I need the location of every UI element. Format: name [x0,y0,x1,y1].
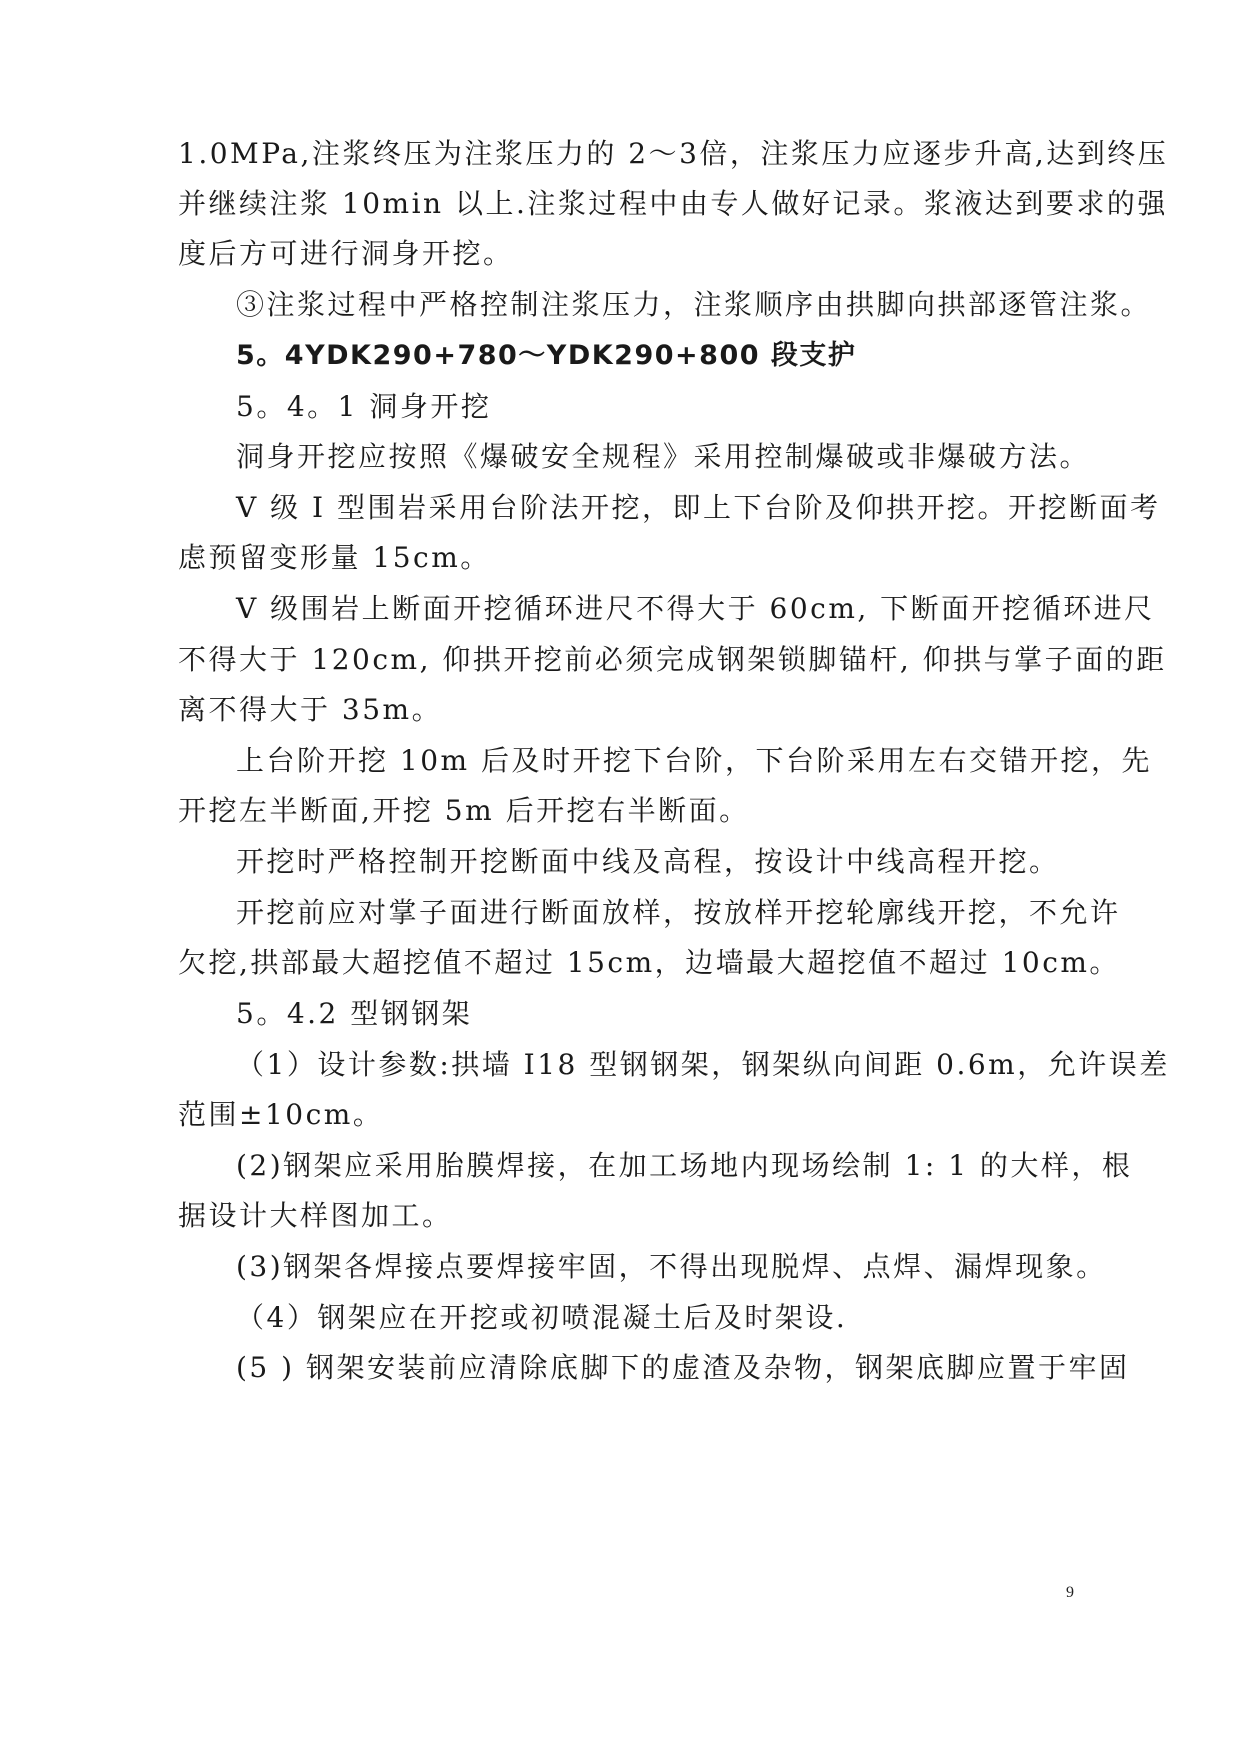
subsection-heading: 5。4。1 洞身开挖 [236,390,492,423]
paragraph-line: 度后方可进行洞身开挖。 [178,237,514,270]
paragraph-line: 上台阶开挖 10m 后及时开挖下台阶，下台阶采用左右交错开挖，先 [236,744,1152,777]
paragraph-line: 不得大于 120cm, 仰拱开挖前必须完成钢架锁脚锚杆, 仰拱与掌子面的距 [178,643,1167,676]
paragraph-line: 虑预留变形量 15cm。 [178,541,491,574]
paragraph-line: 开挖左半断面,开挖 5m 后开挖右半断面。 [178,794,750,827]
section-heading: 5。4YDK290+780～YDK290+800 段支护 [236,340,857,371]
paragraph-line: (5 ) 钢架安装前应清除底脚下的虚渣及杂物，钢架底脚应置于牢固 [236,1351,1130,1384]
paragraph-line: 欠挖,拱部最大超挖值不超过 15cm，边墙最大超挖值不超过 10cm。 [178,946,1120,979]
paragraph-line: V 级 I 型围岩采用台阶法开挖，即上下台阶及仰拱开挖。开挖断面考 [236,491,1161,524]
paragraph-line: 开挖时严格控制开挖断面中线及高程，按设计中线高程开挖。 [236,845,1060,878]
paragraph-line: 开挖前应对掌子面进行断面放样，按放样开挖轮廓线开挖，不允许 [236,896,1121,929]
paragraph-line: V 级围岩上断面开挖循环进尺不得大于 60cm, 下断面开挖循环进尺 [236,592,1155,625]
paragraph-line: 据设计大样图加工。 [178,1199,453,1232]
paragraph-line: ③注浆过程中严格控制注浆压力，注浆顺序由拱脚向拱部逐管注浆。 [236,288,1152,321]
paragraph-line: （1）设计参数:拱墙 I18 型钢钢架，钢架纵向间距 0.6m，允许误差 [236,1048,1170,1081]
paragraph-line: 洞身开挖应按照《爆破安全规程》采用控制爆破或非爆破方法。 [236,440,1091,473]
paragraph-line: 离不得大于 35m。 [178,693,443,726]
page-number: 9 [1066,1584,1074,1601]
paragraph-line: （4）钢架应在开挖或初喷混凝土后及时架设. [236,1301,848,1334]
paragraph-line: (2)钢架应采用胎膜焊接，在加工场地内现场绘制 1: 1 的大样，根 [236,1149,1133,1182]
paragraph-line: 并继续注浆 10min 以上.注浆过程中由专人做好记录。浆液达到要求的强 [178,187,1168,220]
paragraph-line: 1.0MPa,注浆终压为注浆压力的 2～3倍，注浆压力应逐步升高,达到终压 [178,137,1169,170]
subsection-heading: 5。4.2 型钢钢架 [236,997,473,1030]
paragraph-line: (3)钢架各焊接点要焊接牢固，不得出现脱焊、点焊、漏焊现象。 [236,1250,1107,1283]
paragraph-line: 范围±10cm。 [178,1098,384,1131]
